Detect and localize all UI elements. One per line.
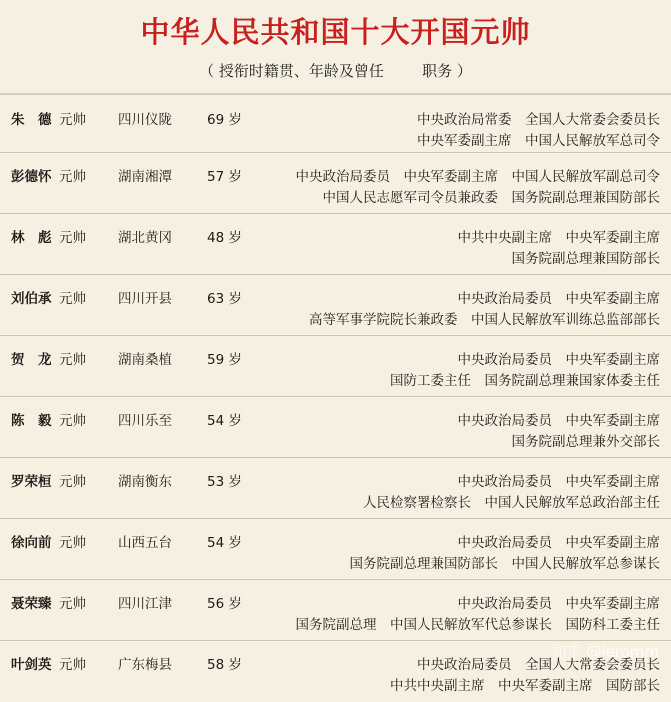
marshal-row	[0, 153, 671, 214]
marshal-hometown: 广东梅县	[118, 657, 172, 673]
marshal-row	[0, 580, 671, 641]
marshal-duty-line-2: 中国人民志愿军司令员兼政委 国务院副总理兼国防部长	[322, 190, 660, 206]
marshal-hometown: 湖北黄冈	[118, 230, 172, 246]
marshal-list	[0, 96, 671, 701]
marshal-name: 贺 龙	[11, 352, 52, 368]
marshal-rank: 元帅	[59, 352, 86, 368]
marshal-duty-line-2: 国务院副总理兼外交部长	[511, 434, 660, 450]
marshal-name: 陈 毅	[11, 413, 52, 429]
marshal-age: 69 岁	[207, 112, 242, 128]
marshal-duty-line-2: 国务院副总理 中国人民解放军代总参谋长 国防科工委主任	[295, 617, 660, 633]
marshal-hometown: 湖南衡东	[118, 474, 172, 490]
marshal-duty-line-2: 国务院副总理兼国防部长	[511, 251, 660, 267]
marshal-name: 徐向前	[11, 535, 52, 551]
marshal-duty-line-2: 国防工委主任 国务院副总理兼国家体委主任	[390, 373, 660, 389]
watermark: 知乎 @jeromm	[551, 643, 659, 661]
marshal-name: 聂荣臻	[11, 596, 52, 612]
marshal-row	[0, 336, 671, 397]
marshal-duty-line-2: 人民检察署检察长 中国人民解放军总政治部主任	[363, 495, 660, 511]
marshal-hometown: 四川江津	[118, 596, 172, 612]
marshal-age: 58 岁	[207, 657, 242, 673]
marshal-rank: 元帅	[59, 291, 86, 307]
header-divider	[0, 93, 671, 95]
marshal-row	[0, 397, 671, 458]
marshal-age: 54 岁	[207, 413, 242, 429]
marshal-age: 63 岁	[207, 291, 242, 307]
marshal-rank: 元帅	[59, 535, 86, 551]
marshal-age: 53 岁	[207, 474, 242, 490]
marshal-duty-line-1: 中央政治局委员 中央军委副主席	[457, 596, 660, 612]
marshal-rank: 元帅	[59, 112, 86, 128]
marshal-row	[0, 214, 671, 275]
marshal-age: 48 岁	[207, 230, 242, 246]
marshal-rank: 元帅	[59, 657, 86, 673]
marshal-name: 叶剑英	[11, 657, 52, 673]
marshal-duty-line-1: 中央政治局常委 全国人大常委会委员长	[417, 112, 660, 128]
marshal-duty-line-1: 中央政治局委员 中央军委副主席	[457, 474, 660, 490]
page-title: 中华人民共和国十大开国元帅	[140, 15, 531, 49]
marshal-rank: 元帅	[59, 596, 86, 612]
marshal-name: 朱 德	[11, 112, 52, 128]
marshal-age: 57 岁	[207, 169, 242, 185]
marshal-age: 59 岁	[207, 352, 242, 368]
marshal-hometown: 湖南桑植	[118, 352, 172, 368]
marshal-hometown: 四川开县	[118, 291, 172, 307]
marshal-duty-line-2: 中共中央副主席 中央军委副主席 国防部长	[390, 678, 660, 694]
marshal-rank: 元帅	[59, 474, 86, 490]
marshal-name: 罗荣桓	[11, 474, 52, 490]
marshal-age: 54 岁	[207, 535, 242, 551]
marshal-row	[0, 275, 671, 336]
marshal-hometown: 山西五台	[118, 535, 172, 551]
marshal-duty-line-2: 高等军事学院院长兼政委 中国人民解放军训练总监部部长	[309, 312, 660, 328]
marshal-duty-line-1: 中央政治局委员 全国人大常委会委员长	[417, 657, 660, 673]
marshal-hometown: 湖南湘潭	[118, 169, 172, 185]
page-subtitle: （ 授衔时籍贯、年龄及曾任 职务 ）	[199, 62, 472, 80]
marshal-rank: 元帅	[59, 169, 86, 185]
marshal-duty-line-1: 中共中央副主席 中央军委副主席	[457, 230, 660, 246]
marshal-rank: 元帅	[59, 230, 86, 246]
marshal-hometown: 四川仪陇	[118, 112, 172, 128]
marshal-duty-line-1: 中央政治局委员 中央军委副主席	[457, 291, 660, 307]
marshal-row	[0, 519, 671, 580]
marshal-duty-line-1: 中央政治局委员 中央军委副主席 中国人民解放军副总司令	[295, 169, 660, 185]
marshal-duty-line-2: 国务院副总理兼国防部长 中国人民解放军总参谋长	[349, 556, 660, 572]
marshal-duty-line-2: 中央军委副主席 中国人民解放军总司令	[417, 133, 660, 149]
marshal-rank: 元帅	[59, 413, 86, 429]
marshal-name: 林 彪	[11, 230, 52, 246]
marshal-row	[0, 96, 671, 153]
marshal-duty-line-1: 中央政治局委员 中央军委副主席	[457, 413, 660, 429]
marshal-row	[0, 458, 671, 519]
marshal-age: 56 岁	[207, 596, 242, 612]
marshal-hometown: 四川乐至	[118, 413, 172, 429]
marshal-duty-line-1: 中央政治局委员 中央军委副主席	[457, 535, 660, 551]
marshal-duty-line-1: 中央政治局委员 中央军委副主席	[457, 352, 660, 368]
marshal-name: 彭德怀	[11, 169, 52, 185]
marshal-name: 刘伯承	[11, 291, 52, 307]
